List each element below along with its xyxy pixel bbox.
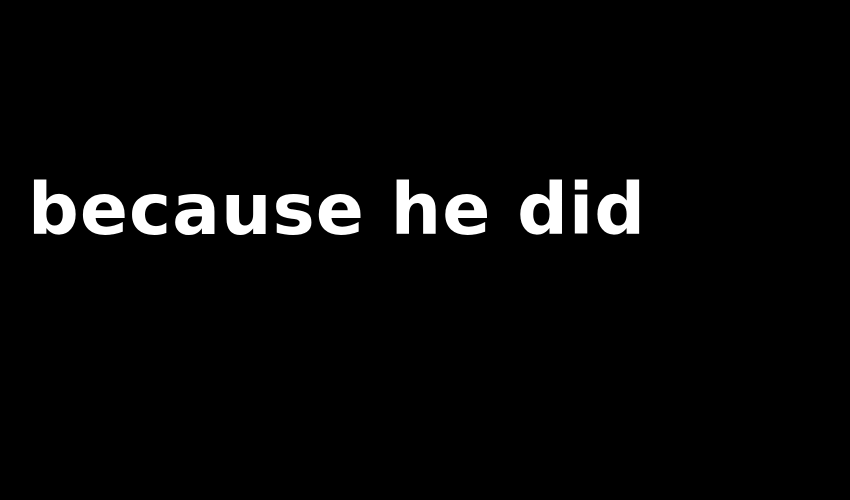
caption-text: because he did xyxy=(28,168,647,251)
